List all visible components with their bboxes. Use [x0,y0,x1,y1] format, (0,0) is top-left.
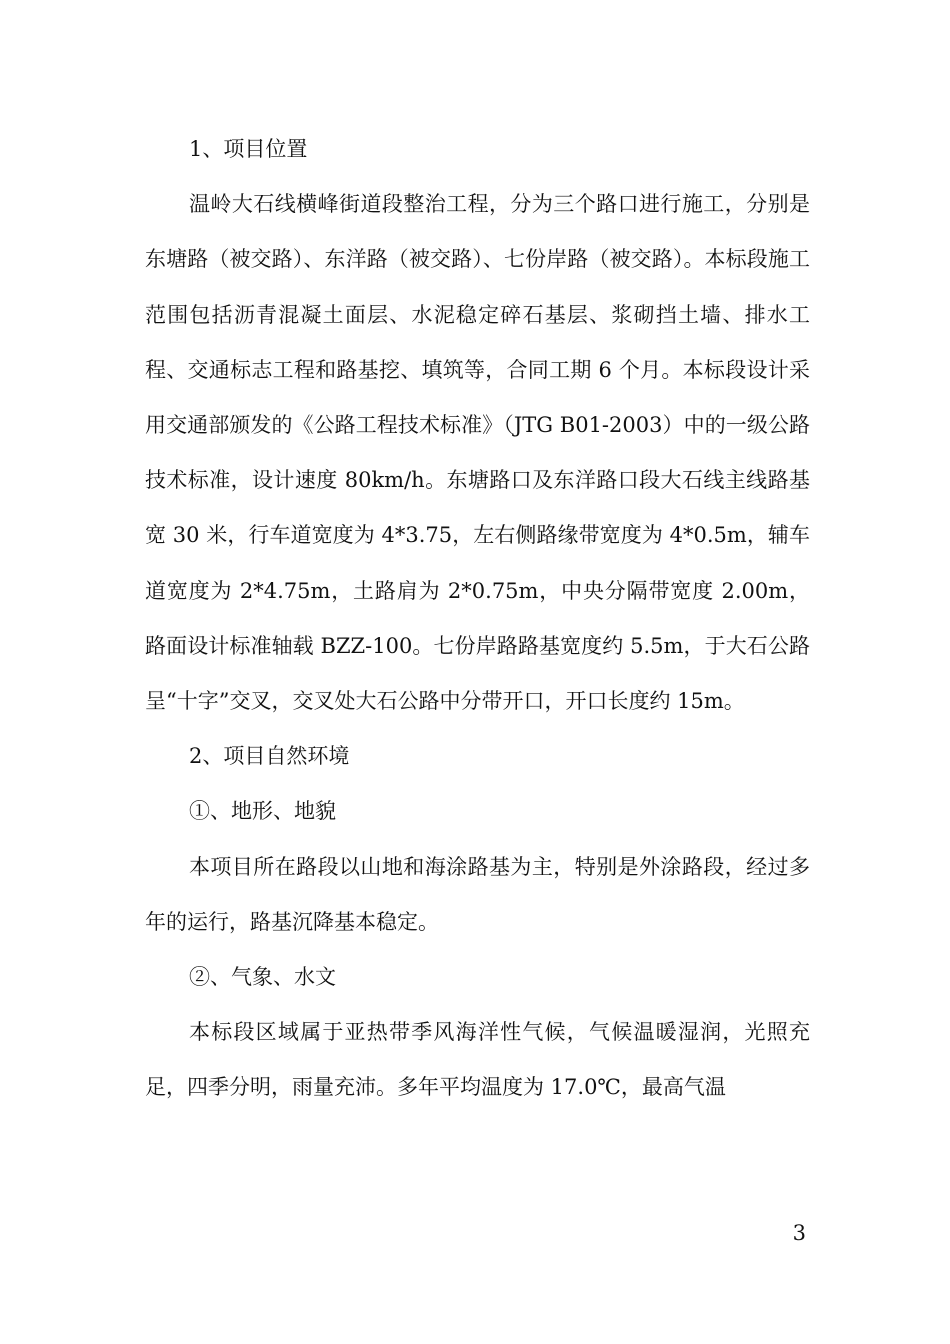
subheading-climate-hydrology: ②、气象、水文 [189,965,336,990]
heading-project-location: 1、项目位置 [189,137,308,161]
paragraph-terrain: 本项目所在路段以山地和海涂路基为主，特别是外涂路段，经过多年的运行，路基沉降基本稳定。 [145,854,810,934]
paragraph-project-description: 温岭大石线横峰街道段整治工程，分为三个路口进行施工，分别是东塘路（被交路）、东洋路（被交路）、七份岸路（被交路）。本标段施工范围包括沥青混凝土面层、水泥稳定碎石基层、浆砌挡土墙、排水工程、交通标志工程和路基挖、填筑等，合同工期 6 个月。本标段设计采用交通部颁发的《公路工程技术标准》（JTG B01-2003）中的一级公路技术标准，设计速度 80km/h。东塘路口及东洋路口段大石线主线路基宽 30 米，行车道宽度为 4*3.75，左右侧路缘带宽度为 4*0.5m，辅车道宽度为 2*4.75m，土路肩为 2*0.75m，中央分隔带宽度 2.00m，路面设计标准轴载 BZZ-100。七份岸路路基宽度约 5.5m，于大石公路呈“十字”交叉，交叉处大石公路中分带开口，开口长度约 15m。 [145,192,810,714]
subheading-terrain: ①、地形、地貌 [189,799,336,824]
page-number: 3 [792,1221,806,1245]
heading-natural-environment: 2、项目自然环境 [189,744,350,769]
paragraph-climate: 本标段区域属于亚热带季风海洋性气候，气候温暖湿润，光照充足，四季分明，雨量充沛。多年平均温度为 17.0℃，最高气温 [145,1020,810,1100]
document-body [145,122,810,1116]
